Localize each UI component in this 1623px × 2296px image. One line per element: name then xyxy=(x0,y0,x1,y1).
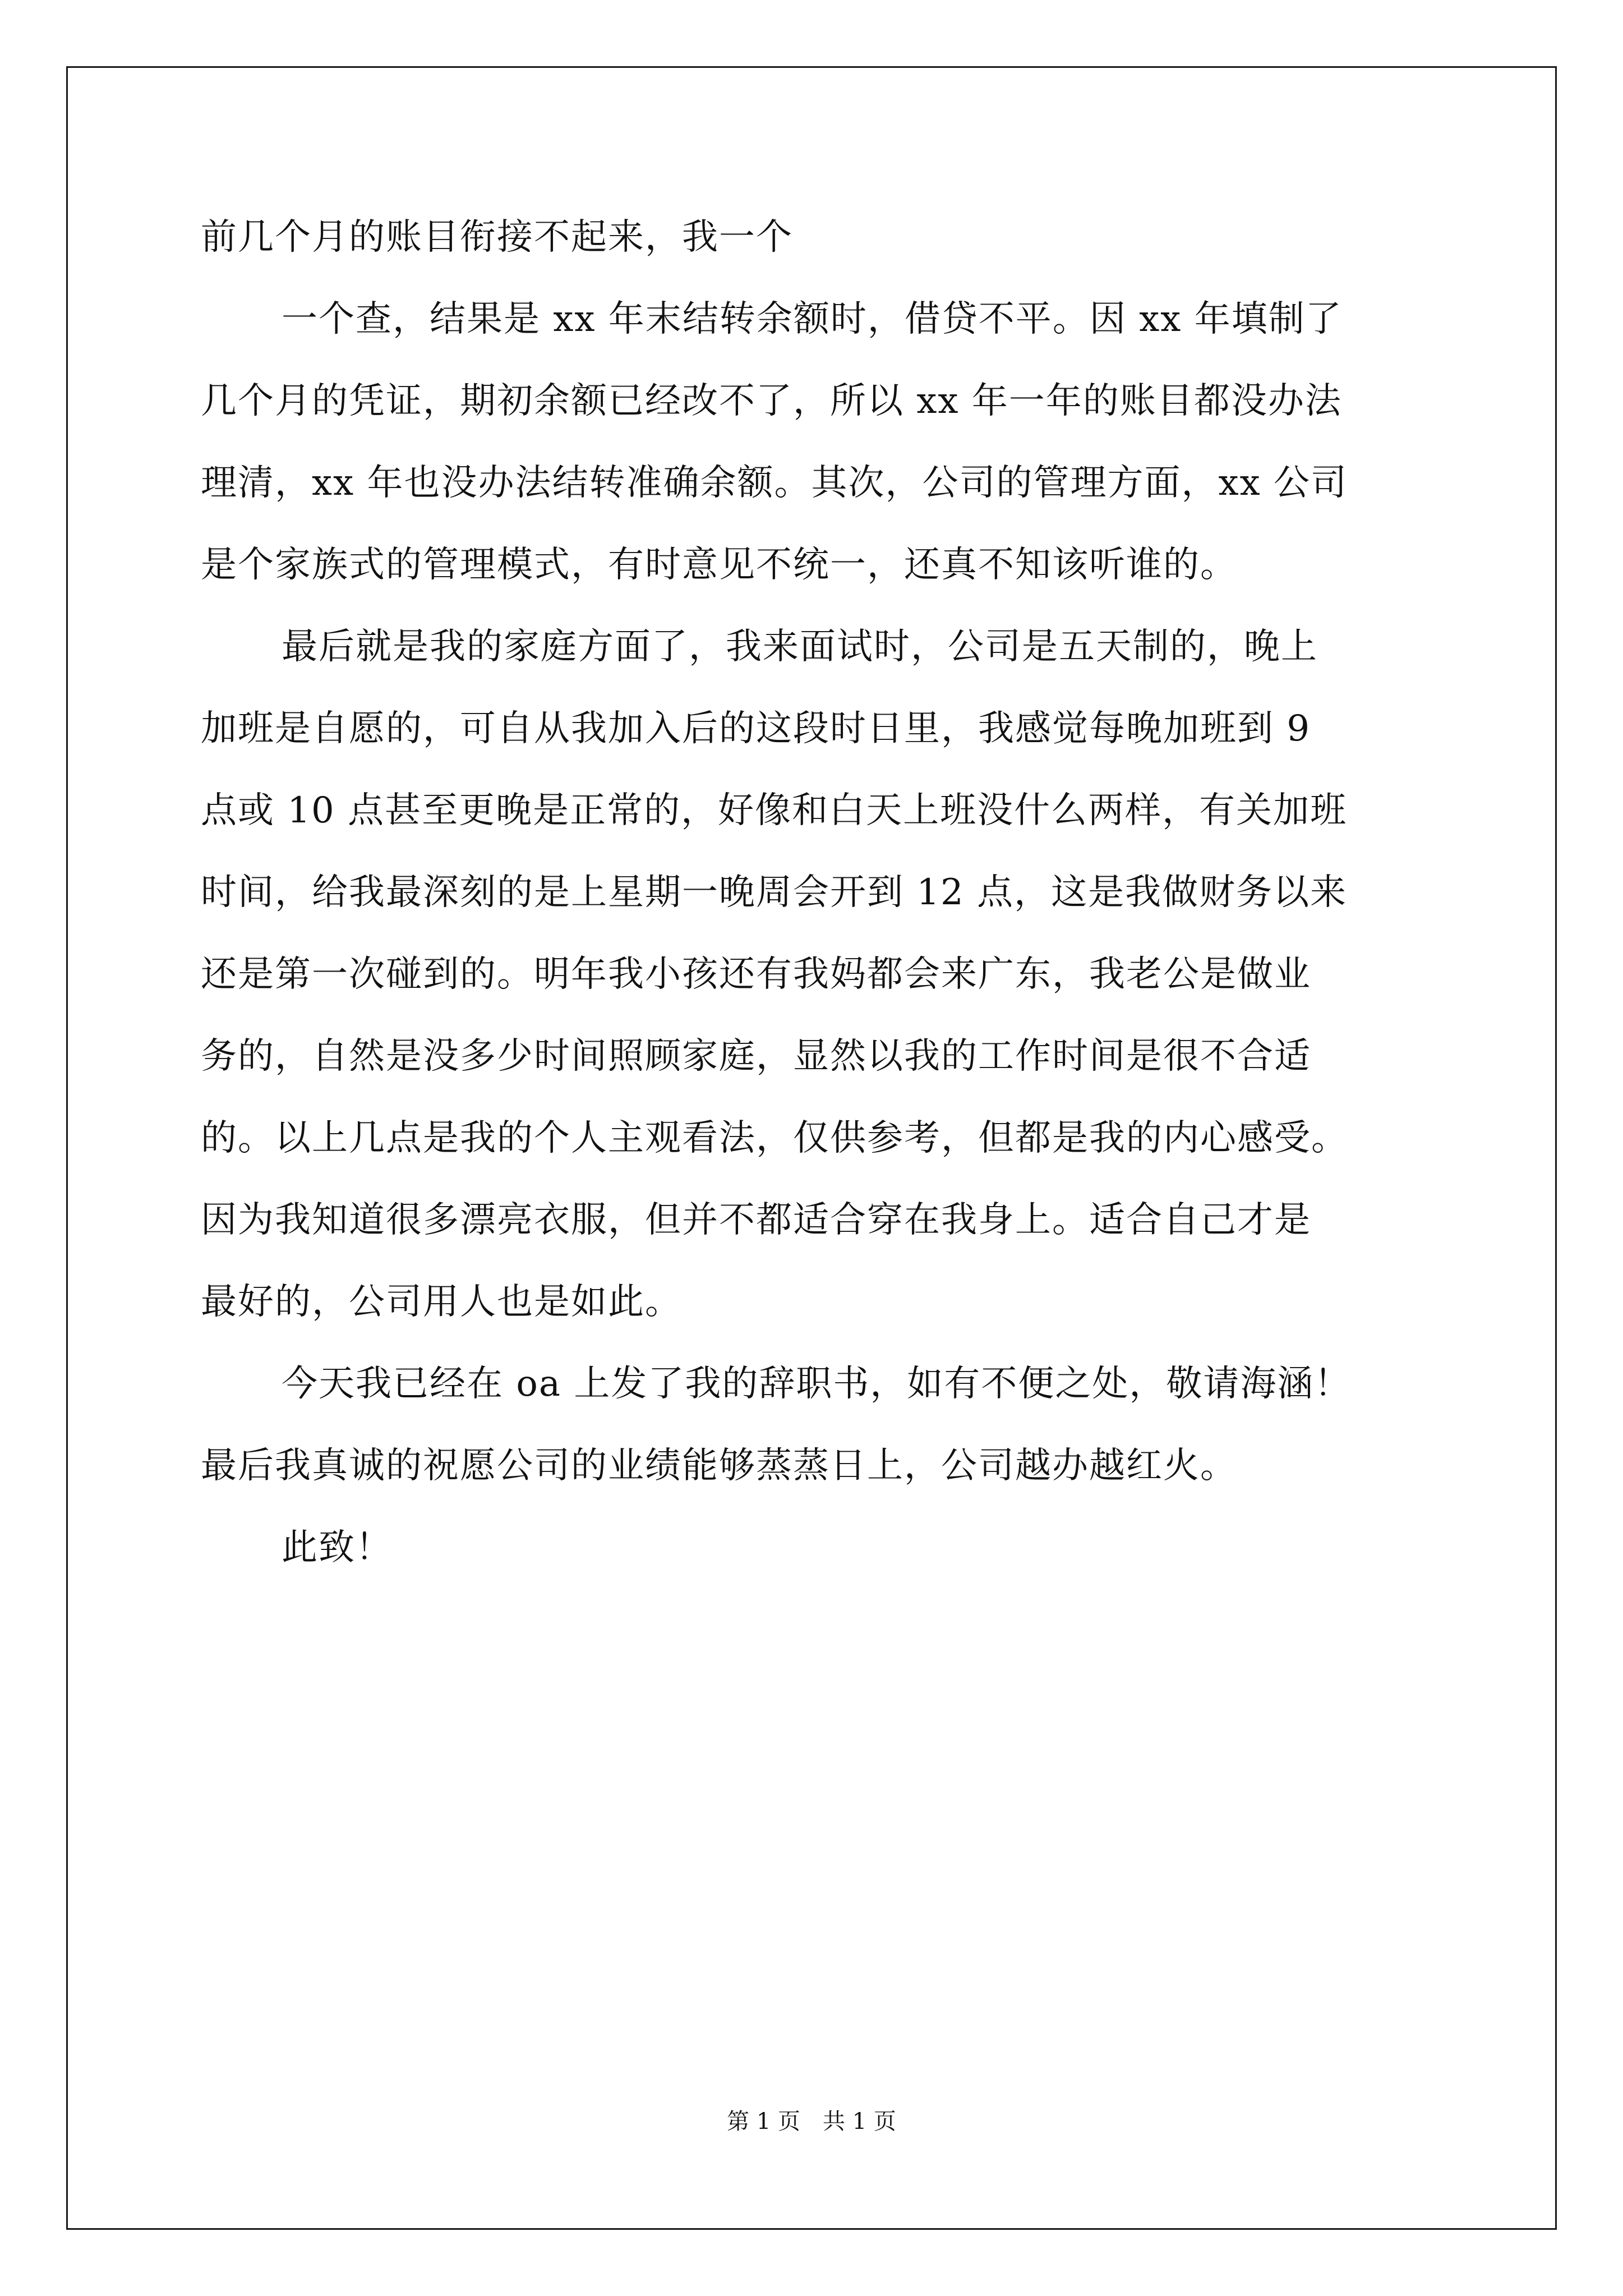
text-line: 最后就是我的家庭方面了，我来面试时，公司是五天制的，晚上 xyxy=(282,626,1318,668)
text-line: 几个月的凭证，期初余额已经改不了，所以 xx 年一年的账目都没办法 xyxy=(201,380,1342,422)
text-line: 是个家族式的管理模式，有时意见不统一，还真不知该听谁的。 xyxy=(201,544,1237,586)
text-line: 理清，xx 年也没办法结转准确余额。其次，公司的管理方面，xx 公司 xyxy=(201,462,1348,504)
text-line: 今天我已经在 oa 上发了我的辞职书，如有不便之处，敬请海涵！ xyxy=(282,1363,1352,1405)
closing-salutation: 此致！ xyxy=(282,1527,393,1568)
text-line: 点或 10 点甚至更晚是正常的，好像和白天上班没什么两样，有关加班 xyxy=(201,790,1348,831)
text-line: 加班是自愿的，可自从我加入后的这段时日里，我感觉每晚加班到 9 xyxy=(201,708,1311,749)
page-number: 第 1 页 共 1 页 xyxy=(727,2109,896,2134)
text-line: 的。以上几点是我的个人主观看法，仅供参考，但都是我的内心感受。 xyxy=(201,1117,1348,1159)
text-line: 一个查，结果是 xx 年末结转余额时，借贷不平。因 xx 年填制了 xyxy=(282,298,1343,340)
text-line: 时间，给我最深刻的是上星期一晚周会开到 12 点，这是我做财务以来 xyxy=(201,872,1348,913)
text-line: 还是第一次碰到的。明年我小孩还有我妈都会来广东，我老公是做业 xyxy=(201,954,1311,995)
text-line: 前几个月的账目衔接不起来，我一个 xyxy=(201,217,793,258)
text-line: 最好的，公司用人也是如此。 xyxy=(201,1281,682,1323)
text-line: 最后我真诚的祝愿公司的业绩能够蒸蒸日上，公司越办越红火。 xyxy=(201,1445,1237,1487)
document-body xyxy=(201,218,1429,1610)
text-line: 务的，自然是没多少时间照顾家庭，显然以我的工作时间是很不合适 xyxy=(201,1036,1311,1077)
text-line: 因为我知道很多漂亮衣服，但并不都适合穿在我身上。适合自己才是 xyxy=(201,1199,1311,1241)
